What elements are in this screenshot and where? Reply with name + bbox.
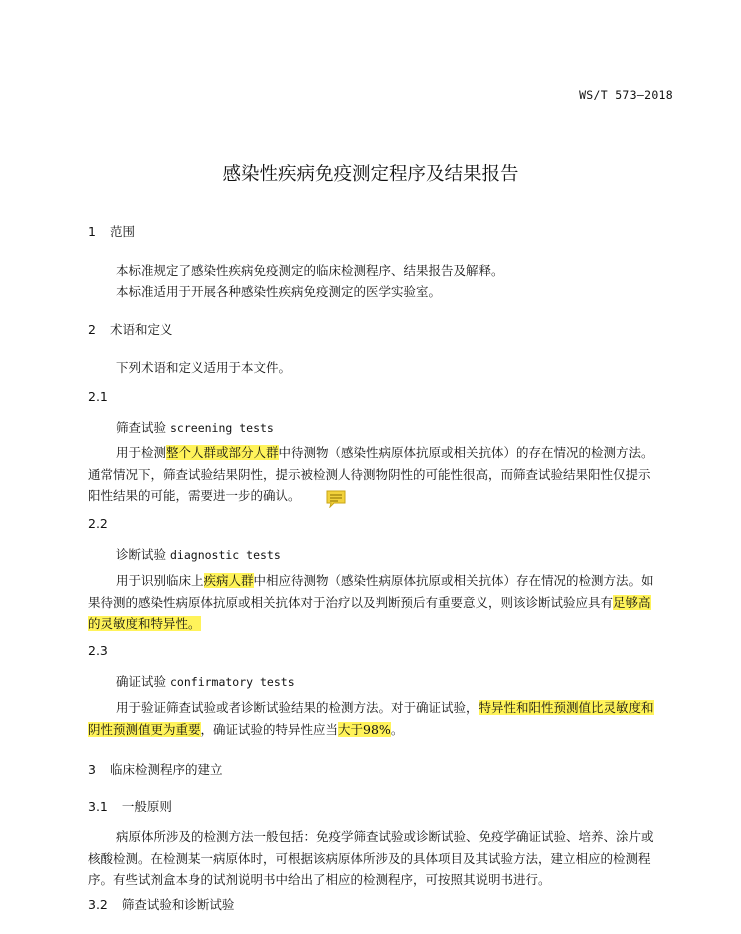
term-en: screening tests bbox=[170, 421, 274, 435]
section-3-heading bbox=[88, 760, 222, 778]
term-en: confirmatory tests bbox=[170, 675, 295, 689]
paragraph: 本标准适用于开展各种感染性疾病免疫测定的医学实验室。 bbox=[116, 284, 442, 299]
section-number: 3.2 bbox=[88, 897, 108, 912]
highlight: 特异性和阳性预测值比灵敏度和 bbox=[478, 700, 654, 715]
paragraph: 下列术语和定义适用于本文件。 bbox=[116, 360, 292, 375]
text: 中相应待测物（感染性病原体抗原或相关抗体）存在情况的检测方法。如 bbox=[253, 573, 654, 588]
definition-screening bbox=[88, 442, 678, 507]
subsection-3-2-heading bbox=[88, 895, 234, 913]
text-line: 核酸检测。在检测某一病原体时，可根据该病原体所涉及的具体项目及其试验方法，建立相应的检测程 bbox=[88, 850, 651, 866]
term-cn: 确证试验 bbox=[116, 674, 167, 689]
subsection-3-1-heading bbox=[88, 797, 172, 815]
term-en: diagnostic tests bbox=[170, 548, 281, 562]
term-cn: 诊断试验 bbox=[116, 547, 167, 562]
section-title: 术语和定义 bbox=[109, 322, 173, 337]
highlight: 足够高 bbox=[613, 594, 651, 610]
highlight: 疾病人群 bbox=[203, 573, 254, 588]
comment-icon[interactable] bbox=[326, 490, 346, 508]
definition-confirmatory bbox=[88, 697, 678, 740]
paragraph-general-principles bbox=[88, 826, 678, 891]
document-title: 感染性疾病免疫测定程序及结果报告 bbox=[222, 164, 519, 185]
section-title: 一般原则 bbox=[121, 799, 172, 814]
highlight: 大于98% bbox=[338, 721, 391, 737]
clause-number: 2.2 bbox=[88, 516, 108, 531]
clause-number: 2.3 bbox=[88, 643, 108, 658]
section-number: 3.1 bbox=[88, 799, 108, 814]
text: 中待测物（感染性病原体抗原或相关抗体）的存在情况的检测方法。 bbox=[278, 445, 654, 460]
definition-diagnostic bbox=[88, 570, 678, 635]
section-title: 范围 bbox=[109, 224, 135, 239]
term-diagnostic bbox=[116, 545, 281, 563]
text: 用于验证筛查试验或者诊断试验结果的检测方法。对于确证试验， bbox=[116, 700, 479, 715]
section-title: 临床检测程序的建立 bbox=[109, 762, 223, 777]
text-line: 病原体所涉及的检测方法一般包括：免疫学筛查试验或诊断试验、免疫学确证试验、培养、涂片或 bbox=[116, 829, 654, 844]
highlight: 整个人群或部分人群 bbox=[166, 445, 279, 460]
section-2-heading bbox=[88, 320, 172, 338]
highlight: 的灵敏度和特异性。 bbox=[88, 616, 201, 631]
text-line: 通常情况下，筛查试验结果阴性，提示被检测人待测物阴性的可能性很高，而筛查试验结果阳性仅提示 bbox=[88, 466, 651, 482]
highlight: 阴性预测值更为重要 bbox=[88, 721, 201, 737]
term-confirmatory bbox=[116, 672, 295, 690]
text: 。 bbox=[390, 721, 404, 737]
text: ，确证试验的特异性应当 bbox=[200, 721, 339, 737]
clause-number: 2.1 bbox=[88, 389, 108, 404]
standard-code: WS/T 573—2018 bbox=[579, 88, 673, 102]
section-number: 2 bbox=[88, 322, 96, 337]
text-line: 序。有些试剂盒本身的试剂说明书中给出了相应的检测程序，可按照其说明书进行。 bbox=[88, 872, 551, 887]
term-screening bbox=[116, 418, 274, 436]
text: 果待测的感染性病原体抗原或相关抗体对于治疗以及判断预后有重要意义，则该诊断试验应具有 bbox=[88, 594, 614, 610]
text: 用于识别临床上 bbox=[116, 573, 204, 588]
section-number: 1 bbox=[88, 224, 96, 239]
text-line: 阳性结果的可能，需要进一步的确认。 bbox=[88, 488, 301, 503]
text: 用于检测 bbox=[116, 445, 167, 460]
section-title: 筛查试验和诊断试验 bbox=[121, 897, 235, 912]
term-cn: 筛查试验 bbox=[116, 420, 167, 435]
section-number: 3 bbox=[88, 762, 96, 777]
paragraph: 本标准规定了感染性疾病免疫测定的临床检测程序、结果报告及解释。 bbox=[116, 263, 504, 278]
section-1-heading bbox=[88, 222, 135, 240]
